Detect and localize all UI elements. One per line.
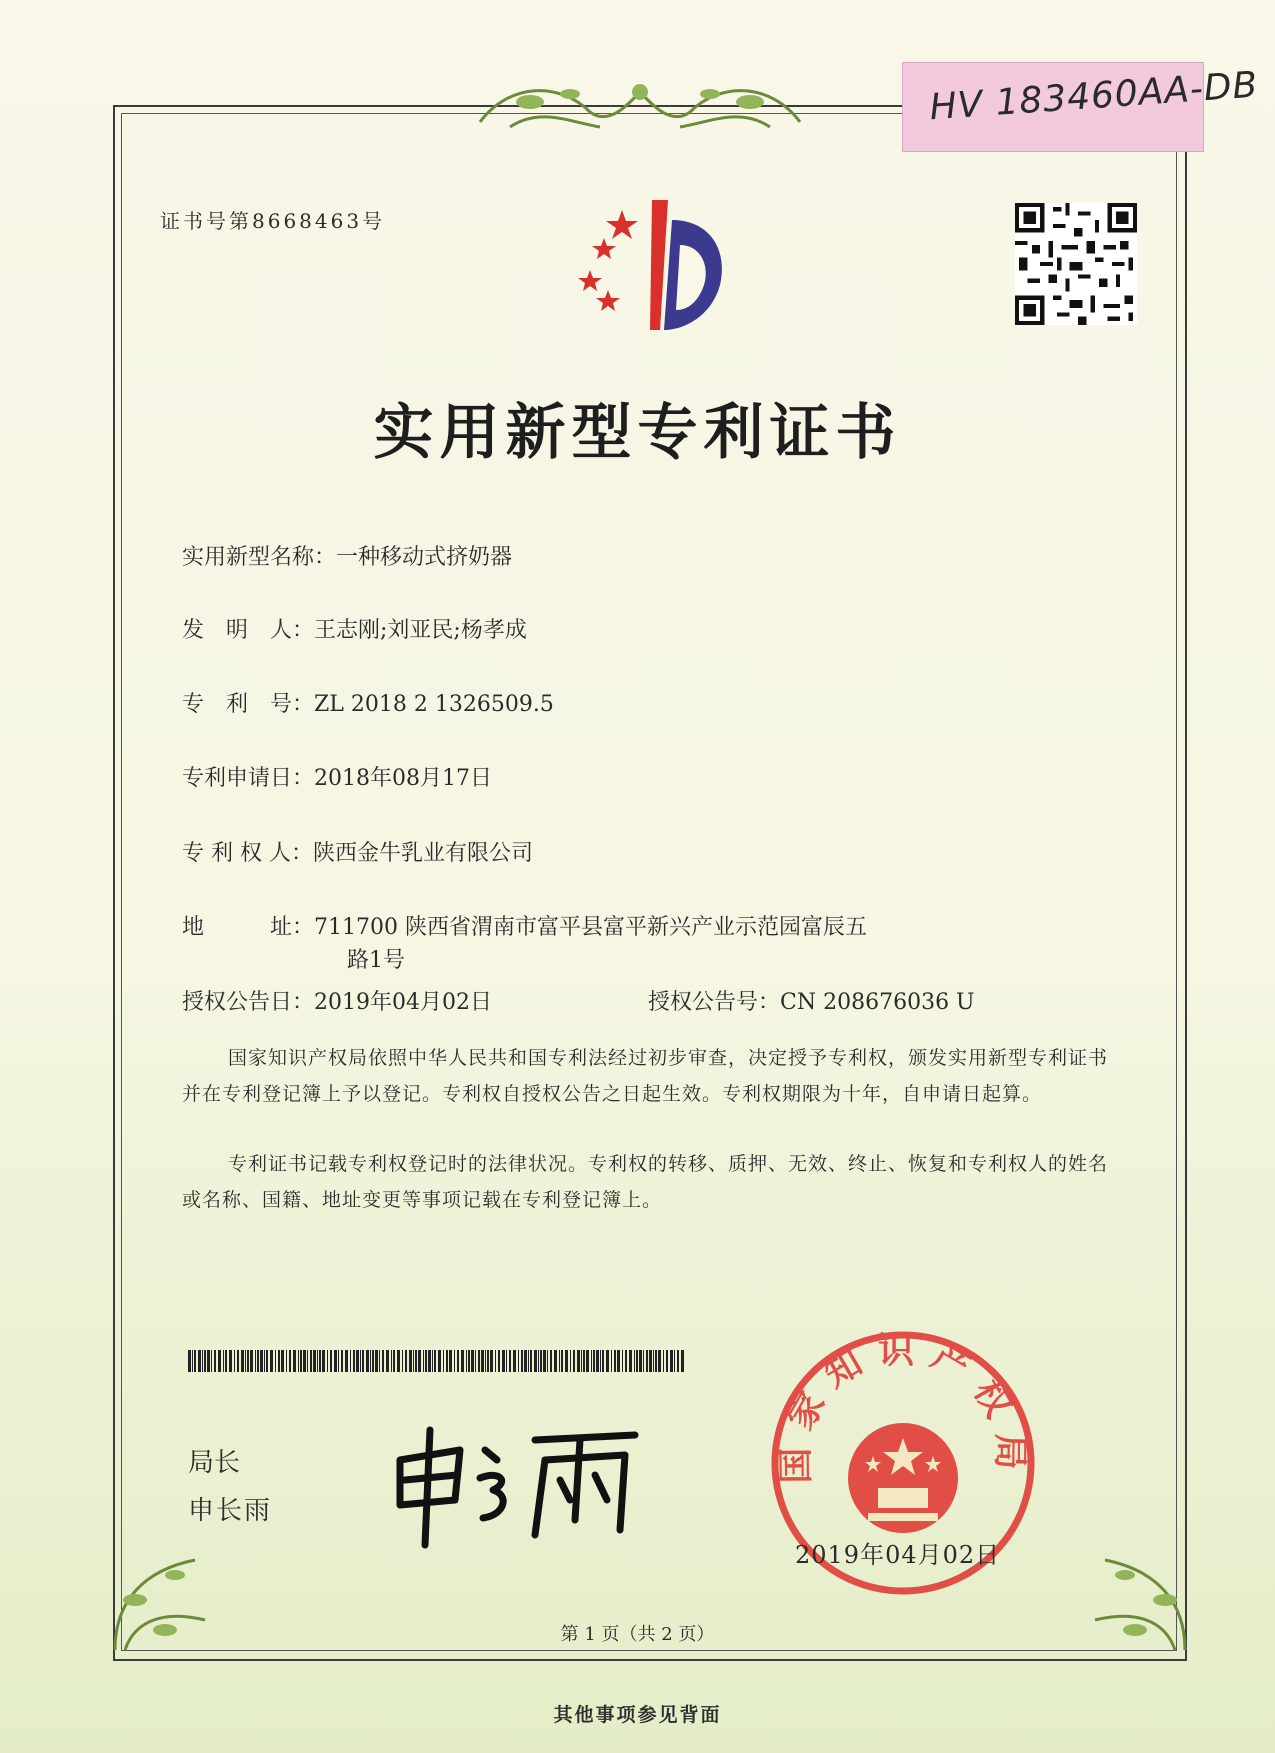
address-value-line1: 711700 陕西省渭南市富平县富平新兴产业示范园富辰五 — [314, 915, 867, 940]
patentee-row — [182, 836, 533, 867]
director-name: 申长雨 — [188, 1496, 273, 1526]
certificate-title: 实用新型专利证书 — [373, 398, 902, 468]
barcode — [188, 1350, 688, 1372]
page-number: 第 1 页（共 2 页） — [560, 1624, 715, 1645]
grant-date-row — [182, 985, 492, 1016]
utility-model-name-row — [182, 540, 512, 571]
statement-paragraph-2: 专利证书记载专利权登记时的法律状况。专利权的转移、质押、无效、终止、恢复和专利权人的姓名或名称、国籍、地址变更等事项记载在专利登记簿上。 — [182, 1153, 1109, 1211]
certificate-number: 证书号第8668463号 — [160, 209, 386, 233]
seal-date: 2019年04月02日 — [795, 1541, 1001, 1569]
patentee-value: 陕西金牛乳业有限公司 — [312, 841, 533, 866]
grant-date-value: 2019年04月02日 — [314, 990, 492, 1015]
grant-date-label: 授权公告日： — [182, 990, 315, 1015]
inventor-row — [182, 613, 527, 644]
inventor-value: 王志刚;刘亚民;杨孝成 — [314, 618, 527, 643]
footer-note: 其他事项参见背面 — [553, 1704, 722, 1726]
top-ornament — [470, 72, 810, 142]
utility-model-name-label: 实用新型名称： — [182, 545, 337, 570]
grant-number-value: CN 208676036 U — [780, 990, 975, 1015]
inventor-label: 发 明 人： — [182, 618, 315, 643]
director-signature — [385, 1420, 655, 1550]
utility-model-name-value: 一种移动式挤奶器 — [336, 545, 513, 570]
seal-text: 国家知识产权局 — [775, 1330, 1031, 1484]
qr-code — [1015, 203, 1137, 325]
patent-number-value: ZL 2018 2 1326509.5 — [314, 692, 554, 717]
filing-date-value: 2018年08月17日 — [314, 766, 492, 791]
address-value-line2: 路1号 — [347, 948, 405, 973]
cnipa-logo — [560, 190, 760, 345]
address-label: 地 址： — [182, 915, 315, 940]
grant-number-row — [648, 985, 975, 1016]
director-title: 局长 — [188, 1448, 241, 1478]
grant-number-label: 授权公告号： — [648, 990, 781, 1015]
patentee-label: 专 利 权 人： — [182, 841, 313, 866]
handwritten-tag: HV 183460AA-DB — [928, 64, 1260, 129]
filing-date-label: 专利申请日： — [182, 766, 315, 791]
patent-number-label: 专 利 号： — [182, 692, 315, 717]
statement-paragraph-1: 国家知识产权局依照中华人民共和国专利法经过初步审查，决定授予专利权，颁发实用新型专利证书并在专利登记簿上予以登记。专利权自授权公告之日起生效。专利权期限为十年，自申请日起算。 — [182, 1047, 1109, 1105]
address-row — [182, 910, 867, 941]
filing-date-row — [182, 761, 492, 792]
patent-number-row — [182, 687, 554, 718]
